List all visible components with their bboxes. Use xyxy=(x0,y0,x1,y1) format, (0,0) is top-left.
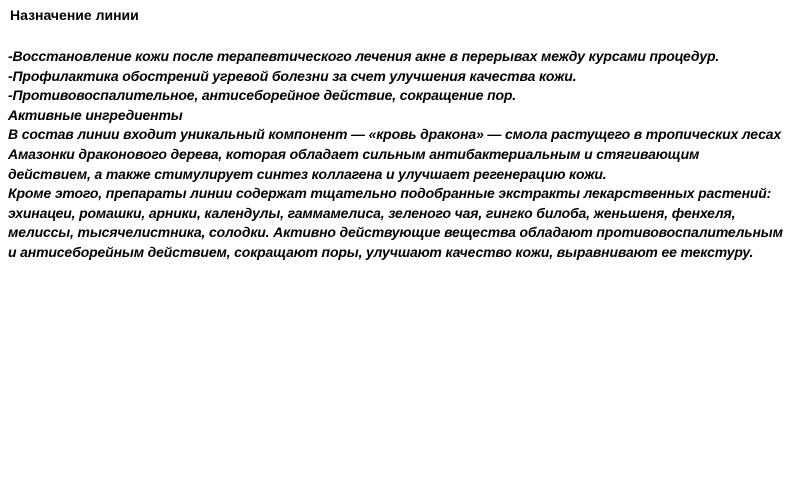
extracts-paragraph-line: мелиссы, тысячелистника, солодки. Активно действующие вещества обладают противовоспалительным xyxy=(8,224,783,241)
ingredients-paragraph-line: действием, а также стимулирует синтез коллагена и улучшает регенерацию кожи. xyxy=(8,165,607,182)
purpose-item: -Восстановление кожи после терапевтического лечения акне в перерывах между курсами процедур. xyxy=(8,48,720,64)
document-body xyxy=(8,47,798,263)
ingredients-paragraph-line: В состав линии входит уникальный компонент — «кровь дракона» — смола растущего в тропических лесах xyxy=(8,126,781,143)
section-title: Назначение линии xyxy=(10,7,139,23)
ingredients-heading: Активные ингредиенты xyxy=(8,106,183,123)
extracts-paragraph-line: и антисеборейным действием, сокращают поры, улучшают качество кожи, выравнивают ее текстуру. xyxy=(8,243,754,260)
purpose-item: -Профилактика обострений угревой болезни за счет улучшения качества кожи. xyxy=(8,67,577,84)
ingredients-paragraph-line: Амазонки драконового дерева, которая обладает сильным антибактериальным и стягивающим xyxy=(8,145,700,162)
extracts-paragraph-line: Кроме этого, препараты линии содержат тщательно подобранные экстракты лекарственных растений: xyxy=(8,185,772,202)
purpose-item: -Противовоспалительное, антисеборейное действие, сокращение пор. xyxy=(8,87,517,104)
extracts-paragraph-line: эхинацеи, ромашки, арники, календулы, гаммамелиса, зеленого чая, гингко билоба, женьшеня, фенхеля, xyxy=(8,204,736,221)
